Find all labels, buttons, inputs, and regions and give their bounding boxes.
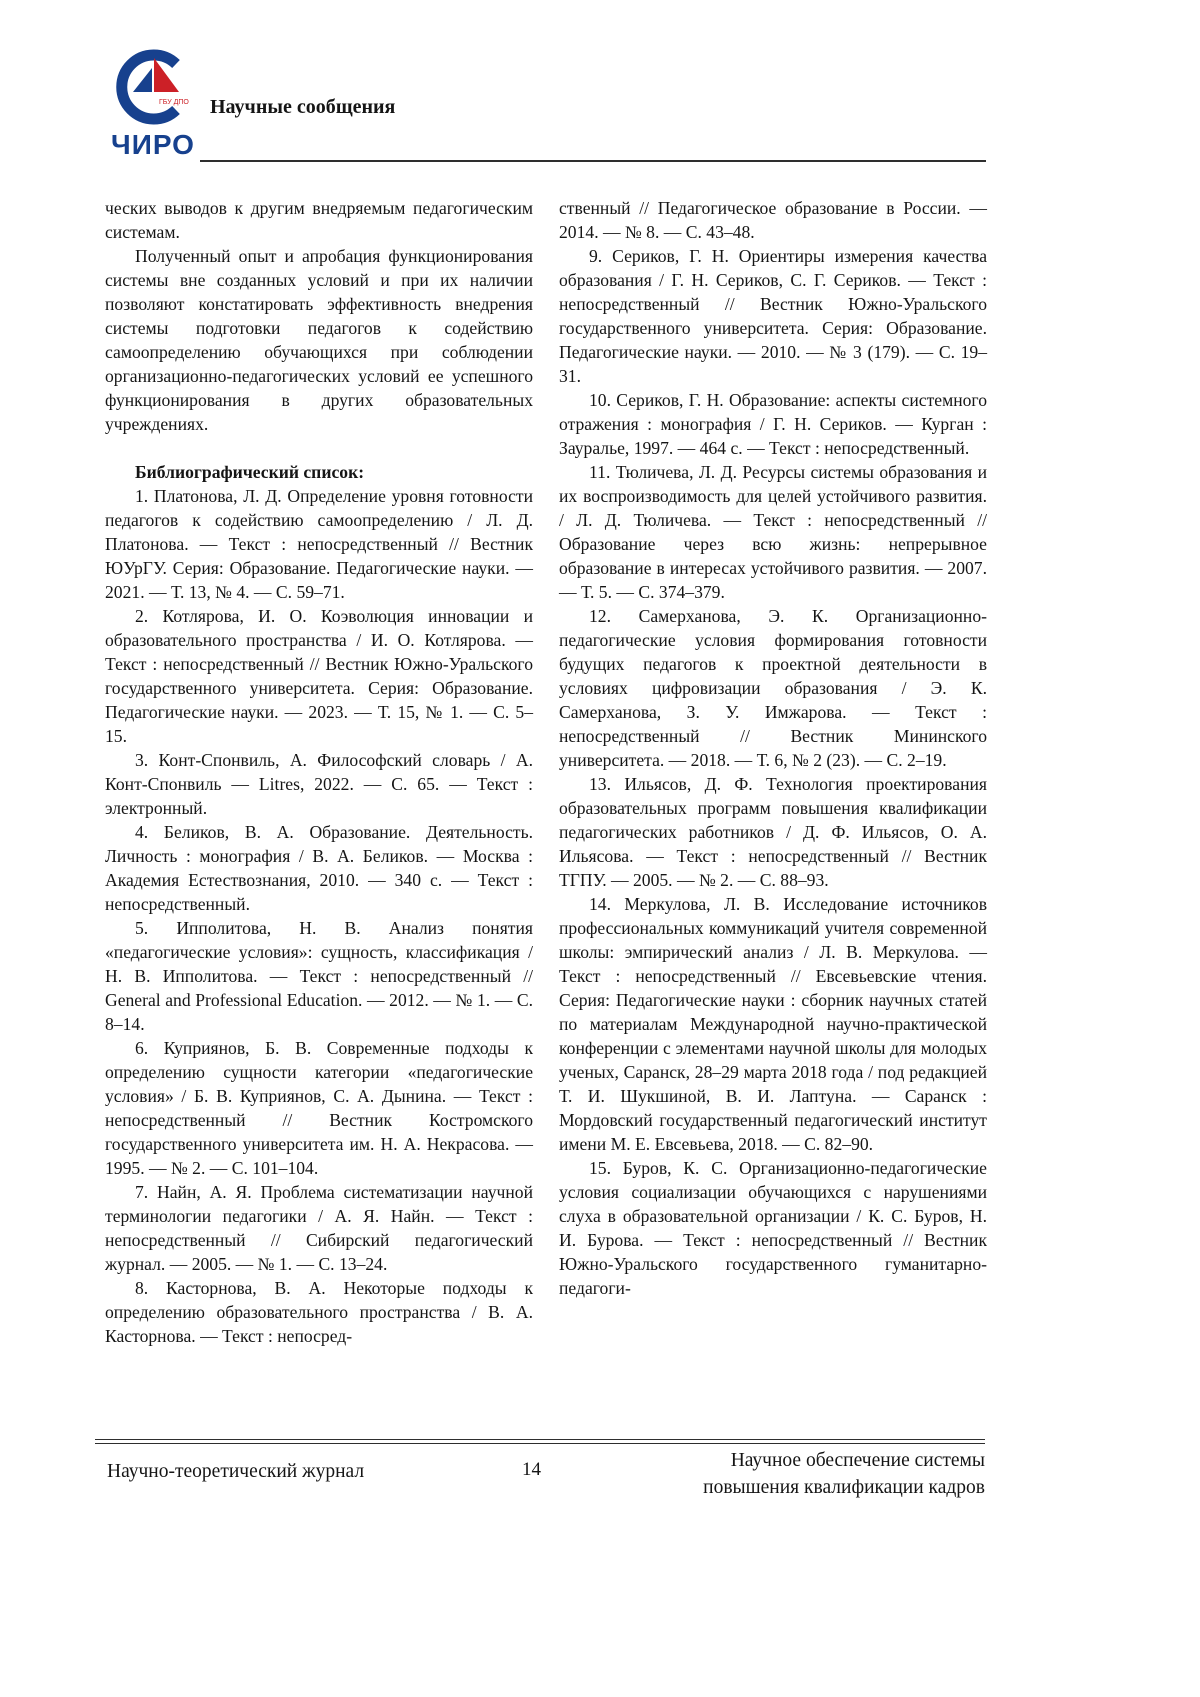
bib-entry: 13. Ильясов, Д. Ф. Технология проектирования образовательных программ повышения квалификации педагогических работников / Д. Ф. Ильясов, О. А. Ильясова. — Текст : непосредственный // Вестник ТГПУ. — 2005. — № 2. — С. 88–93. bbox=[559, 774, 987, 890]
bibliography-heading: Библиографический список: bbox=[135, 462, 365, 482]
bib-entry: 3. Конт-Спонвиль, А. Философский словарь / А. Конт-Спонвиль — Litres, 2022. — С. 65. — Текст : электронный. bbox=[105, 750, 533, 818]
paragraph-continuation: ческих выводов к другим внедряемым педагогическим системам. bbox=[105, 198, 533, 242]
chiro-logo-icon bbox=[113, 48, 193, 128]
bib-entry: 8. Касторнова, В. А. Некоторые подходы к определению образовательного пространства / В. А. Касторнова. — Текст : непосред- bbox=[105, 1278, 533, 1346]
bib-entry: 2. Котлярова, И. О. Коэволюция инновации и образовательного пространства / И. О. Котлярова. — Текст : непосредственный // Вестник Южно-Уральского государственного университета. Серия: Образование. Педагогические науки. — 2023. — Т. 15, № 1. — С. 5–15. bbox=[105, 606, 533, 746]
bib-entry-continuation: ственный // Педагогическое образование в России. — 2014. — № 8. — С. 43–48. bbox=[559, 198, 987, 242]
bib-entry: 9. Сериков, Г. Н. Ориентиры измерения качества образования / Г. Н. Сериков, С. Г. Сериков. — Текст : непосредственный // Вестник Южно-Уральского государственного университета. Серия: Образование. Педагогические науки. — 2010. — № 3 (179). — С. 19–31. bbox=[559, 246, 987, 386]
bib-entry: 14. Меркулова, Л. В. Исследование источников профессиональных коммуникаций учителя современной школы: эмпирический анализ / Л. В. Меркулова. — Текст : непосредственный // Евсевьевские чтения. Серия: Педагогические науки : сборник научных статей по материалам Международной научно-практической конференции с элементами научной школы для молодых ученых, Саранск, 28–29 марта 2018 года / под редакцией Т. И. Шукшиной, В. И. Лаптуна. — Саранск : Мордовский государственный педагогический институт имени М. Е. Евсевьева, 2018. — С. 82–90. bbox=[559, 894, 987, 1154]
logo-org-small: ГБУ ДПО bbox=[159, 99, 189, 106]
content-columns bbox=[105, 196, 987, 1348]
paragraph: Полученный опыт и апробация функционирования системы вне созданных условий и при их наличии позволяют констатировать эффективность внедрения системы подготовки педагогов к содействию самоопределению обучающихся при соблюдении организационно-педагогических условий ее успешного функционирования в других образовательных учреждениях. bbox=[105, 246, 533, 434]
bib-entry: 7. Найн, А. Я. Проблема систематизации научной терминологии педагогики / А. Я. Найн. — Текст : непосредственный // Сибирский педагогический журнал. — 2005. — № 1. — С. 13–24. bbox=[105, 1182, 533, 1274]
bib-entry: 11. Тюличева, Л. Д. Ресурсы системы образования и их воспроизводимость для целей устойчивого развития. / Л. Д. Тюличева. — Текст : непосредственный // Образование через всю жизнь: непрерывное образование в интересах устойчивого развития. — 2007. — Т. 5. — С. 374–379. bbox=[559, 462, 987, 602]
footer-page-number: 14 bbox=[522, 1459, 541, 1480]
bib-entry: 15. Буров, К. С. Организационно-педагогические условия социализации обучающихся с нарушениями слуха в образовательной организации / К. С. Буров, Н. И. Бурова. — Текст : непосредственный // Вестник Южно-Уральского государственного гуманитарно-педагоги- bbox=[559, 1158, 987, 1298]
bib-entry: 10. Сериков, Г. Н. Образование: аспекты системного отражения : монография / Г. Н. Сериков. — Курган : Зауралье, 1997. — 464 с. — Текст : непосредственный. bbox=[559, 390, 987, 458]
footer-divider bbox=[95, 1439, 985, 1444]
bib-entry: 4. Беликов, В. А. Образование. Деятельность. Личность : монография / В. А. Беликов. — Москва : Академия Естествознания, 2010. — 340 с. — Текст : непосредственный. bbox=[105, 822, 533, 914]
logo-acronym: ЧИРО bbox=[111, 129, 195, 160]
footer-journal-type: Научно-теоретический журнал bbox=[107, 1461, 365, 1482]
section-title: Научные сообщения bbox=[210, 96, 396, 118]
bib-entry: 1. Платонова, Л. Д. Определение уровня готовности педагогов к содействию самоопределению / Л. Д. Платонова. — Текст : непосредственный // Вестник ЮУрГУ. Серия: Образование. Педагогические науки. — 2021. — Т. 13, № 4. — С. 59–71. bbox=[105, 486, 533, 602]
bib-entry: 5. Ипполитова, Н. В. Анализ понятия «педагогические условия»: сущность, классификация / Н. В. Ипполитова. — Текст : непосредственный // General and Professional Education. — 2012. — № 1. — С. 8–14. bbox=[105, 918, 533, 1034]
bib-entry: 6. Куприянов, Б. В. Современные подходы к определению сущности категории «педагогические условия» / Б. В. Куприянов, С. А. Дынина. — Текст : непосредственный // Вестник Костромского государственного университета им. Н. А. Некрасова. — 1995. — № 2. — С. 101–104. bbox=[105, 1038, 533, 1178]
footer-journal-name: Научное обеспечение системы повышения квалификации кадров bbox=[703, 1450, 985, 1498]
left-column bbox=[105, 196, 533, 1348]
bib-entry: 12. Самерханова, Э. К. Организационно-педагогические условия формирования готовности будущих педагогов к проектной деятельности в условиях цифровизации образования / Э. К. Самерханова, З. У. Имжарова. — Текст : непосредственный // Вестник Мининского университета. — 2018. — Т. 6, № 2 (23). — С. 2–19. bbox=[559, 606, 987, 770]
right-column bbox=[559, 196, 987, 1348]
header-divider bbox=[200, 160, 986, 162]
chiro-logo bbox=[108, 48, 198, 161]
